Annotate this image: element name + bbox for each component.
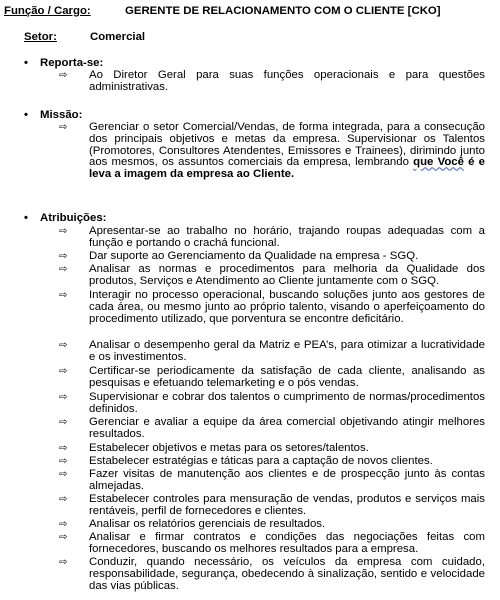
atribuicao-item: ⇨ Apresentar-se ao trabalho no horário, trajando roupas adequadas com a função e portando o crachá funcional.	[59, 225, 485, 249]
arrow-right-icon: ⇨	[59, 494, 68, 505]
atribuicao-item: ⇨ Supervisionar e cobrar dos talentos o cumprimento de normas/procedimentos definidos.	[59, 391, 485, 415]
arrow-right-icon: ⇨	[59, 251, 68, 262]
atribuicao-item: ⇨ Interagir no processo operacional, buscando soluções junto aos gestores de cada área, ou mesmo junto ao próprio talento, visando o aperfeiçoamento do procedimento utilizado, que porventura se encontre deficitário.	[59, 289, 485, 325]
atribuicao-item: ⇨ Analisar e firmar contratos e condições das negociações feitas com fornecedores, buscando os melhores resultados para a empresa.	[59, 531, 485, 555]
atribuicao-item: ⇨ Estabelecer estratégias e táticas para a captação de novos clientes.	[59, 455, 433, 467]
setor-row	[24, 30, 484, 44]
header-row	[4, 4, 496, 18]
atribuicao-item: ⇨ Analisar as normas e procedimentos para melhoria da Qualidade dos produtos, Serviços e Atendimento ao Cliente juntamente com o SGQ.	[59, 263, 485, 287]
atribuicao-item: ⇨ Estabelecer controles para mensuração de vendas, produtos e serviços mais rentáveis, perfil de fornecedores e clientes.	[59, 493, 485, 517]
arrow-right-icon: ⇨	[59, 519, 68, 530]
setor-value: Comercial	[90, 31, 146, 43]
atribuicao-item: ⇨ Certificar-se periodicamente da satisfação de cada cliente, analisando as pesquisas e efetuando telemarketing e o pós vendas.	[59, 365, 485, 389]
arrow-right-icon: ⇨	[59, 122, 68, 133]
reporta-item: ⇨ Ao Diretor Geral para suas funções operacionais e para questões administrativas.	[59, 69, 485, 93]
arrow-right-icon: ⇨	[59, 532, 68, 543]
atribuicao-item: ⇨ Gerenciar e avaliar a equipe da área comercial objetivando atingir melhores resultados.	[59, 416, 485, 440]
bullet-icon: •	[24, 57, 28, 69]
arrow-right-icon: ⇨	[59, 417, 68, 428]
section-reporta-title: • Reporta-se:	[24, 57, 104, 69]
arrow-right-icon: ⇨	[59, 264, 68, 275]
arrow-right-icon: ⇨	[59, 340, 68, 351]
arrow-right-icon: ⇨	[59, 70, 68, 81]
arrow-right-icon: ⇨	[59, 290, 68, 301]
section-atribuicoes-title: • Atribuições:	[24, 212, 107, 224]
atribuicao-item: ⇨ Analisar o desempenho geral da Matriz e PEA’s, para otimizar a lucratividade e os investimentos.	[59, 339, 485, 363]
arrow-right-icon: ⇨	[59, 392, 68, 403]
arrow-right-icon: ⇨	[59, 366, 68, 377]
atribuicao-item: ⇨ Dar suporte ao Gerenciamento da Qualidade na empresa - SGQ.	[59, 250, 419, 262]
atribuicao-item: ⇨ Analisar os relatórios gerenciais de resultados.	[59, 518, 326, 530]
funcao-label: Função / Cargo:	[4, 5, 91, 17]
arrow-right-icon: ⇨	[59, 443, 68, 454]
funcao-value: GERENTE DE RELACIONAMENTO COM O CLIENTE [CKO]	[125, 5, 441, 17]
atribuicao-item: ⇨ Fazer visitas de manutenção aos clientes e de prospecção junto às contas almejadas.	[59, 468, 485, 492]
setor-label: Setor:	[24, 31, 57, 43]
bullet-icon: •	[24, 109, 28, 121]
arrow-right-icon: ⇨	[59, 469, 68, 480]
section-missao-title: • Missão:	[24, 109, 83, 121]
arrow-right-icon: ⇨	[59, 226, 68, 237]
atribuicao-item: ⇨ Estabelecer objetivos e metas para os setores/talentos.	[59, 442, 369, 454]
bullet-icon: •	[24, 212, 28, 224]
arrow-right-icon: ⇨	[59, 456, 68, 467]
arrow-right-icon: ⇨	[59, 557, 68, 568]
missao-item: ⇨ Gerenciar o setor Comercial/Vendas, de forma integrada, para a consecução dos principais objetivos e metas da empresa. Supervisionar os Talentos (Promotores, Consultores Atendentes, Emissores e Trainees), dirimindo junto aos mesmos, os assuntos comerciais da empresa, lembrando que Você é e leva a imagem da empresa ao Cliente.	[59, 121, 486, 181]
squiggle-underlined-text: que Você	[413, 156, 464, 169]
atribuicao-item: ⇨ Conduzir, quando necessário, os veículos da empresa com cuidado, responsabilidade, segurança, obedecendo à sinalização, sentido e velocidade das vias públicas.	[59, 556, 485, 592]
